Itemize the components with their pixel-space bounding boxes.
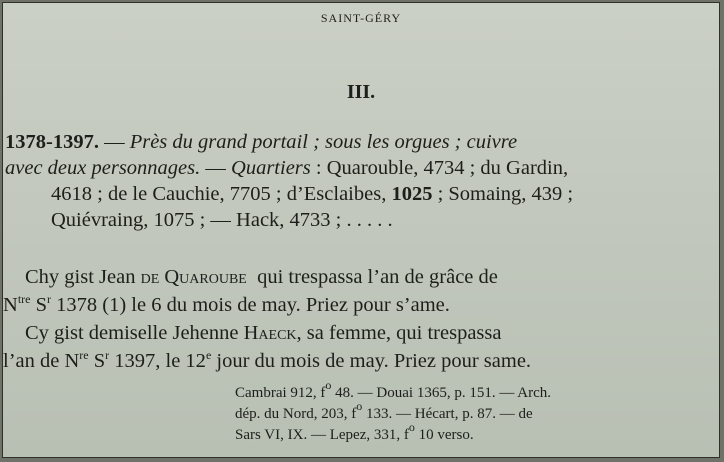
epitaph-l4-d: jour du mois de may. Priez pour same.: [211, 350, 532, 372]
entry-line-3-bold: 1025: [391, 183, 433, 205]
references: [235, 378, 709, 446]
ref-l1-b: 48. — Douai 1365, p. 151. — Arch.: [331, 385, 551, 401]
section-number: III.: [346, 81, 376, 103]
epitaph-l4-c: 1397, le 12: [109, 350, 206, 372]
epitaph-l1-b: qui trespassa l’an de grâce de: [246, 266, 498, 288]
entry-description: [5, 129, 713, 233]
entry-line-2: [5, 155, 713, 181]
entry-line-3: [5, 181, 713, 207]
quartiers-label: Quartiers: [231, 157, 311, 179]
epitaph-line-4: [3, 347, 713, 375]
ref-l3-b: 10 verso.: [414, 427, 474, 443]
entry-location-cont: avec deux personnages.: [5, 157, 201, 179]
epitaph-l4-sup2: r: [105, 348, 110, 362]
entry-line-4-text: Quiévraing, 1075 ; — Hack, 4733 ; . . . . .: [51, 209, 393, 231]
running-head: SAINT-GÉRY: [320, 11, 402, 25]
references-line-1: [235, 378, 709, 404]
epitaph-l2-sup2: r: [47, 292, 51, 306]
entry-dash: —: [98, 131, 130, 153]
epitaph-l4-b: S: [88, 350, 106, 372]
epitaph-line-1: [3, 263, 713, 291]
ref-l3-a: Sars VI, IX. — Lepez, 331, f: [235, 427, 409, 443]
entry-line-2-rest: : Quarouble, 4734 ; du Gardin,: [310, 157, 569, 179]
epitaph-l3-b: , sa femme, qui trespassa: [296, 322, 502, 344]
epitaph-l2-b: S: [30, 294, 47, 316]
references-line-3: [235, 420, 709, 446]
entry-dash-2: —: [200, 157, 232, 179]
ref-l2-b: 133. — Hécart, p. 87. — de: [362, 406, 533, 422]
epitaph-name-quaroube: de Quaroube: [140, 266, 247, 288]
entry-dates: 1378-1397.: [5, 131, 99, 153]
epitaph-l2-sup1: tre: [17, 292, 31, 306]
references-line-2: [235, 399, 709, 425]
ref-l2-sup: o: [356, 399, 363, 413]
entry-line-3-rest: ; Somaing, 439 ;: [432, 183, 574, 205]
entry-line-1: [5, 129, 713, 155]
epitaph-l4-a: l’an de N: [3, 350, 80, 372]
epitaph-l2-a: N: [3, 294, 18, 316]
epitaph-name-haeck: Haeck: [243, 322, 297, 344]
epitaph-text: [3, 263, 713, 375]
ref-l2-a: dép. du Nord, 203, f: [235, 406, 357, 422]
entry-location: Près du grand portail ; sous les orgues ; cuivre: [129, 131, 518, 153]
book-page: [2, 2, 720, 458]
epitaph-l1-a: Chy gist Jean: [25, 266, 141, 288]
epitaph-line-2: [3, 291, 713, 319]
epitaph-l2-c: 1378 (1) le 6 du mois de may. Priez pour s’ame.: [51, 294, 450, 316]
ref-l3-sup: o: [408, 420, 415, 434]
ref-l1-sup: o: [325, 378, 332, 392]
epitaph-l4-sup1: re: [79, 348, 89, 362]
entry-line-4: [5, 207, 713, 233]
epitaph-line-3: [3, 319, 713, 347]
epitaph-l4-sup3: e: [205, 348, 212, 362]
entry-line-3-text: 4618 ; de le Cauchie, 7705 ; d’Esclaibes,: [51, 183, 392, 205]
ref-l1-a: Cambrai 912, f: [235, 385, 326, 401]
epitaph-l3-a: Cy gist demiselle Jehenne: [25, 322, 244, 344]
